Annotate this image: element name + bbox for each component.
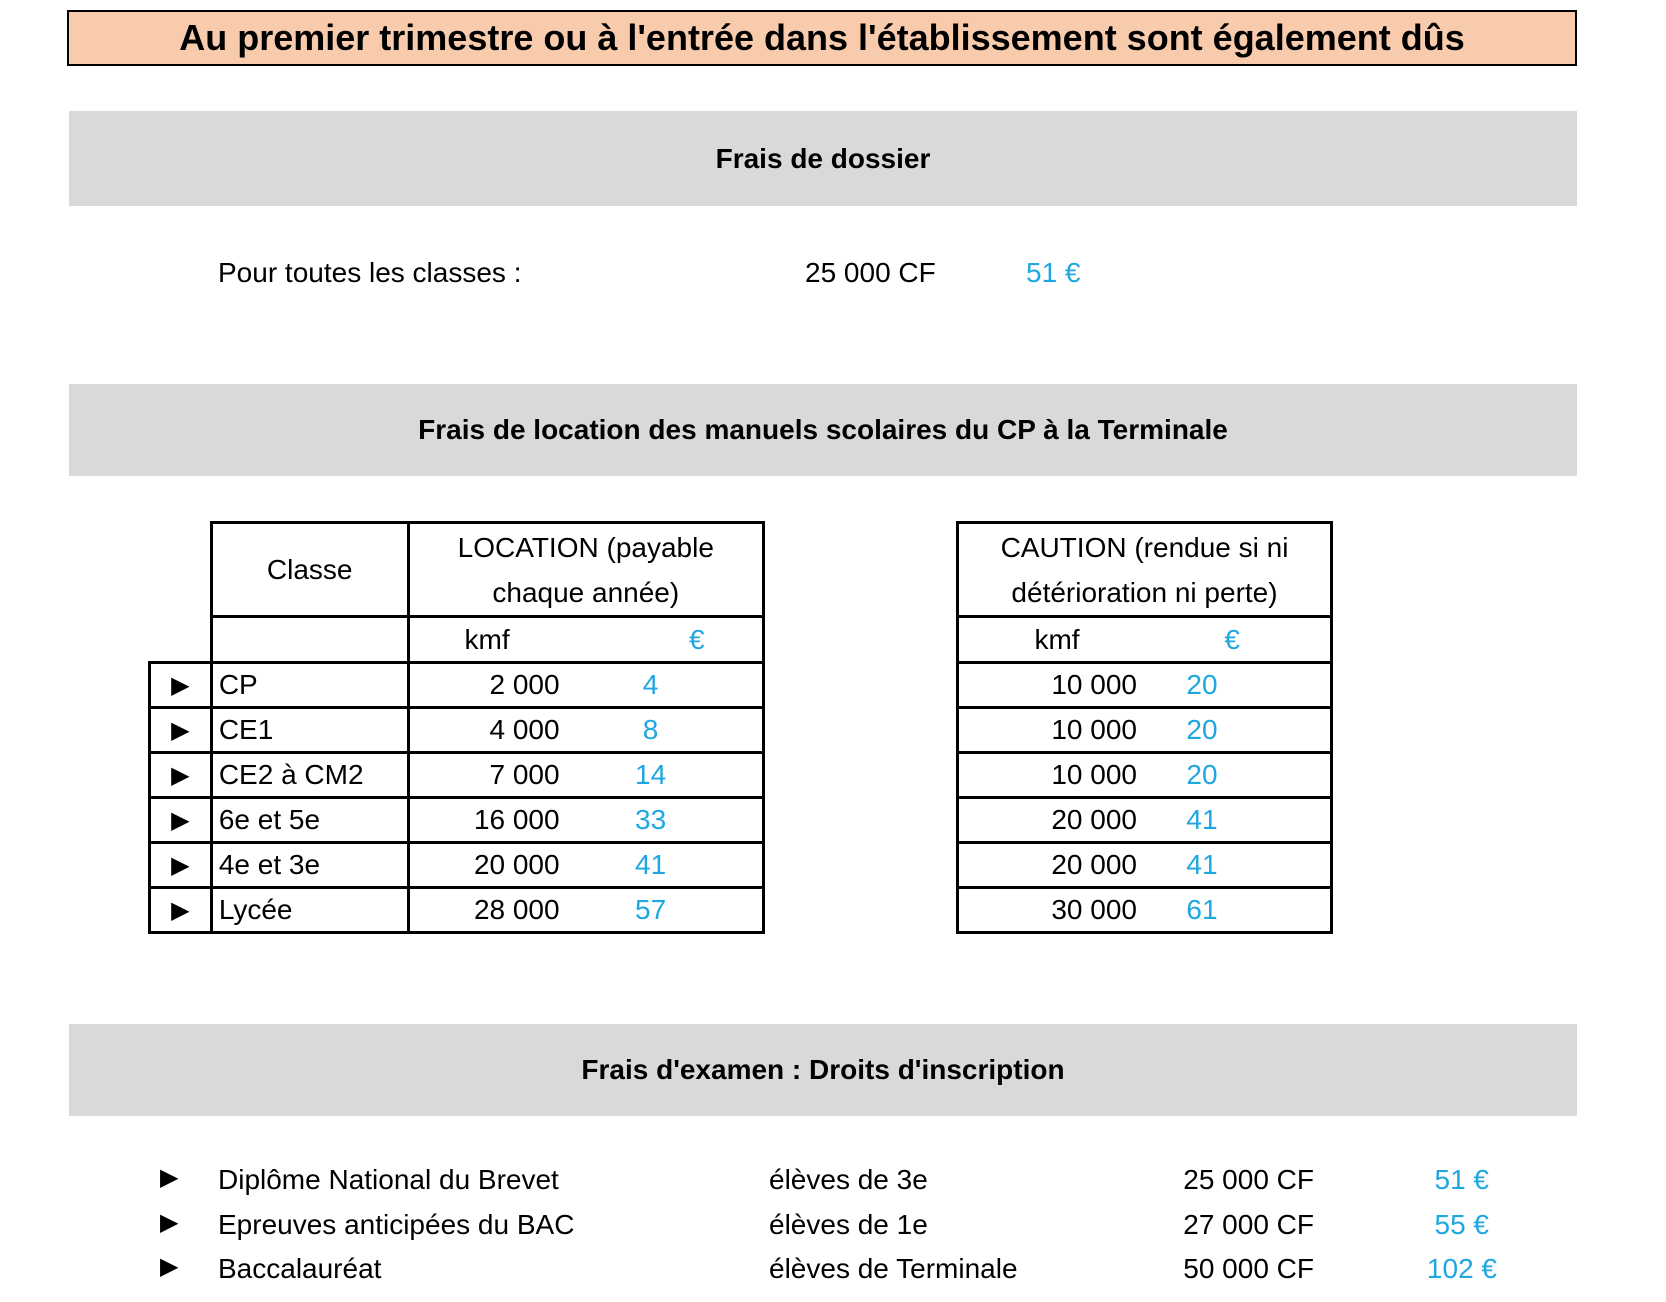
caution-kmf: 10 000 — [1051, 669, 1137, 700]
caution-values — [958, 663, 1332, 708]
exam-eur: 51 € — [1434, 1164, 1489, 1195]
header-classe: Classe — [211, 523, 408, 617]
exam-name: Diplôme National du Brevet — [218, 1164, 559, 1195]
arrow-icon: ▶ — [150, 888, 212, 933]
location-values — [408, 843, 763, 888]
location-units — [408, 617, 763, 663]
header-caution-line2: détérioration ni perte) — [1011, 576, 1278, 608]
location-kmf: 16 000 — [473, 804, 560, 835]
location-kmf: 20 000 — [473, 849, 560, 880]
blank-cell — [150, 617, 212, 663]
unit-kmf: kmf — [1034, 623, 1080, 655]
unit-kmf: kmf — [464, 623, 510, 655]
table-row — [958, 708, 1332, 753]
location-kmf: 2 000 — [489, 669, 560, 700]
location-eur: 14 — [635, 759, 667, 790]
caution-kmf: 20 000 — [1051, 849, 1137, 880]
location-eur: 57 — [635, 894, 667, 925]
classe-cell: 4e et 3e — [211, 843, 408, 888]
table-row — [150, 753, 764, 798]
arrow-icon: ▶ — [160, 1209, 179, 1236]
location-kmf: 28 000 — [473, 894, 560, 925]
exam-cf: 50 000 CF — [1183, 1253, 1314, 1284]
table-row — [150, 708, 764, 753]
header-caution-line1: CAUTION (rendue si ni — [1000, 531, 1289, 563]
header-location-line2: chaque année) — [492, 576, 680, 608]
exam-name: Epreuves anticipées du BAC — [218, 1209, 575, 1240]
caution-kmf: 20 000 — [1051, 804, 1137, 835]
caution-units — [958, 617, 1332, 663]
arrow-icon: ▶ — [150, 663, 212, 708]
blank-corner — [150, 523, 212, 617]
arrow-icon: ▶ — [150, 753, 212, 798]
arrow-icon: ▶ — [150, 843, 212, 888]
unit-blank-cell — [211, 617, 408, 663]
location-values — [408, 888, 763, 933]
location-eur: 33 — [635, 804, 667, 835]
header-location-line1: LOCATION (payable — [457, 531, 714, 563]
caution-eur: 20 — [1186, 669, 1218, 700]
dossier-label: Pour toutes les classes : — [218, 257, 522, 288]
arrow-icon: ▶ — [160, 1164, 179, 1191]
caution-values — [958, 708, 1332, 753]
caution-values — [958, 798, 1332, 843]
header-caution — [958, 523, 1332, 617]
exam-eur: 55 € — [1434, 1209, 1489, 1240]
table-row — [958, 753, 1332, 798]
classe-cell: 6e et 5e — [211, 798, 408, 843]
section-heading-dossier: Frais de dossier — [69, 111, 1577, 206]
table-row — [958, 843, 1332, 888]
caution-eur: 61 — [1186, 894, 1218, 925]
unit-eur: € — [689, 623, 705, 655]
exam-eur: 102 € — [1426, 1253, 1497, 1284]
exam-cf: 25 000 CF — [1183, 1164, 1314, 1195]
exam-eleves: élèves de 1e — [769, 1209, 928, 1240]
classe-cell: CE2 à CM2 — [211, 753, 408, 798]
location-eur: 4 — [642, 669, 659, 700]
unit-eur: € — [1224, 623, 1240, 655]
exam-eleves: élèves de Terminale — [769, 1253, 1018, 1284]
table-row — [150, 663, 764, 708]
caution-values — [958, 843, 1332, 888]
caution-kmf: 30 000 — [1051, 894, 1137, 925]
exam-eleves: élèves de 3e — [769, 1164, 928, 1195]
header-location — [408, 523, 763, 617]
table-row — [958, 798, 1332, 843]
caution-kmf: 10 000 — [1051, 759, 1137, 790]
exam-cf: 27 000 CF — [1183, 1209, 1314, 1240]
classe-cell: CP — [211, 663, 408, 708]
classe-cell: Lycée — [211, 888, 408, 933]
caution-eur: 20 — [1186, 759, 1218, 790]
location-values — [408, 708, 763, 753]
caution-values — [958, 888, 1332, 933]
caution-kmf: 10 000 — [1051, 714, 1137, 745]
arrow-icon: ▶ — [150, 798, 212, 843]
arrow-icon: ▶ — [160, 1253, 179, 1280]
table-row — [150, 888, 764, 933]
location-eur: 41 — [635, 849, 667, 880]
exam-name: Baccalauréat — [218, 1253, 382, 1284]
section-heading-manuels: Frais de location des manuels scolaires du CP à la Terminale — [69, 384, 1577, 476]
caution-table — [956, 521, 1333, 934]
dossier-amount-eur: 51 € — [1026, 257, 1081, 288]
location-kmf: 7 000 — [489, 759, 560, 790]
table-row — [150, 798, 764, 843]
location-table — [148, 521, 765, 934]
location-kmf: 4 000 — [489, 714, 560, 745]
location-values — [408, 798, 763, 843]
location-values — [408, 663, 763, 708]
location-eur: 8 — [642, 714, 659, 745]
table-row — [958, 663, 1332, 708]
table-row — [958, 888, 1332, 933]
page-title: Au premier trimestre ou à l'entrée dans l'établissement sont également dûs — [67, 10, 1577, 66]
location-values — [408, 753, 763, 798]
classe-cell: CE1 — [211, 708, 408, 753]
arrow-icon: ▶ — [150, 708, 212, 753]
caution-eur: 41 — [1186, 849, 1218, 880]
table-row — [150, 843, 764, 888]
caution-eur: 20 — [1186, 714, 1218, 745]
caution-eur: 41 — [1186, 804, 1218, 835]
section-heading-examens: Frais d'examen : Droits d'inscription — [69, 1024, 1577, 1116]
dossier-amount-cf: 25 000 CF — [805, 257, 936, 288]
caution-values — [958, 753, 1332, 798]
